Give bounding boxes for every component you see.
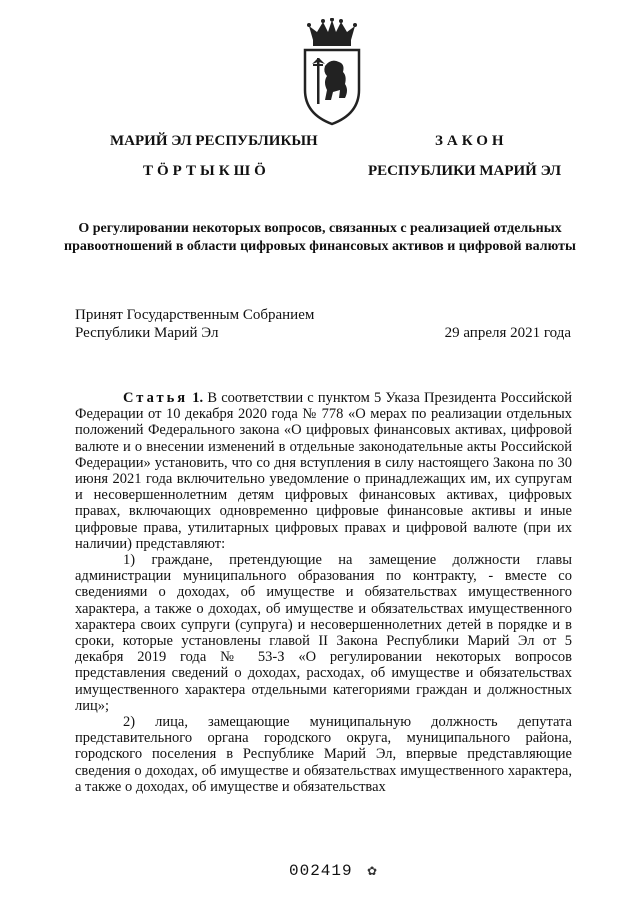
adoption-note: [75, 306, 314, 342]
document-number: 002419: [289, 862, 353, 880]
header-left-line1: МАРИЙ ЭЛ РЕСПУБЛИКЫН: [110, 133, 318, 149]
adoption-date: 29 апреля 2021 года: [444, 325, 571, 341]
law-title: О регулировании некоторых вопросов, связанных с реализацией отдельных правоотношений в области цифровых финансовых активов и цифровой валюты: [64, 221, 576, 254]
adoption-line2: Республики Марий Эл: [75, 325, 219, 341]
article-label: Статья: [123, 390, 189, 406]
coat-of-arms-emblem: [295, 18, 369, 126]
article-number: 1.: [192, 390, 204, 406]
article-item-1: 1) граждане, претендующие на замещение должности главы администрации муниципального образования по контракту, - вместе со сведениями о доходах, об имуществе и обязательствах имущественного характера, а также о доходах, об имуществе и обязательствах имущественного характера своих супруги (супруга) и несовершеннолетних детей в порядке и в сроки, которые установлены главой II Закона Республики Марий Эл от 5 декабря 2019 года № 53-З «О регулировании некоторых вопросов представления сведений о доходах, расходах, об имуществе и обязательствах имущественного характера отдельными категориями граждан и должностных лиц»;: [75, 552, 572, 714]
adoption-line1: Принят Государственным Собранием: [75, 307, 315, 323]
decorative-mark-icon: ✿: [367, 864, 378, 878]
header-right-line1: ЗАКОН: [435, 133, 508, 149]
header-left-line2: ТӦРТЫКШӦ: [143, 163, 270, 179]
article-item-2: 2) лица, замещающие муниципальную должность депутата представительного органа городского округа, муниципального района, городского поселения в Республике Марий Эл, впервые представляющие сведения о доходах, об имуществе и обязательствах имущественного характера, а также о доходах, об имуществе и обязательствах: [75, 714, 572, 795]
header-right-line2: РЕСПУБЛИКИ МАРИЙ ЭЛ: [368, 163, 562, 179]
law-body: [75, 390, 572, 795]
article-1-paragraph: [75, 390, 572, 552]
article-text: В соответствии с пунктом 5 Указа Президента Российской Федерации от 10 декабря 2020 года № 778 «О мерах по реализации отдельных положений Федерального закона «О цифровых финансовых активах, цифровой валюте и о внесении изменений в отдельные законодательные акты Российской Федерации» установить, что со дня вступления в силу настоящего Закона по 30 июня 2021 года включительно уведомление о принадлежащих им, их супругам и несовершеннолетним детям цифровых финансовых активах, цифровых правах, включающих одновременно цифровые финансовые активы и иные цифровые права, утилитарных цифровых правах и цифровой валюте (при их наличии) представляют:: [75, 390, 573, 552]
